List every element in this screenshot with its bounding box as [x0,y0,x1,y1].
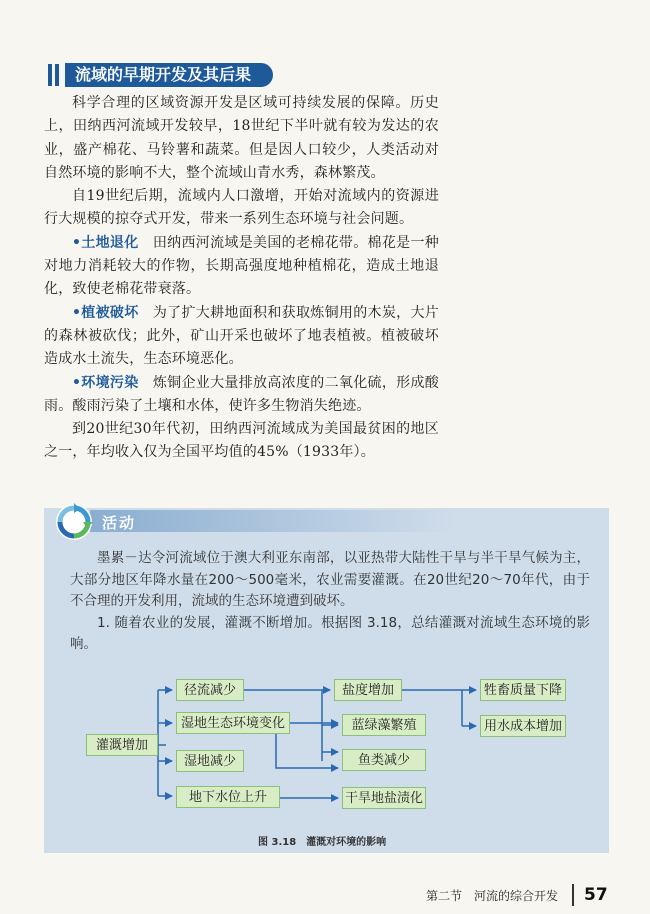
keyword-text: 为了扩大耕地面积和获取炼铜用的木炭，大片的森林被砍伐；此外，矿山开采也破坏了地表植被。植被破坏造成水土流失，生态环境恶化。 [44,304,440,368]
paragraph: 科学合理的区域资源开发是区域可持续发展的保障。历史上，田纳西河流域开发较早，18世纪下半叶就有较为发达的农业，盛产棉花、马铃薯和蔬菜。但是因人口较少，人类活动对自然环境的影响不大，整个流域山青水秀，森林繁茂。 [44,95,439,181]
bullet-icon: • [72,234,82,251]
page-footer [426,884,608,906]
diagram-node-runoff: 径流减少 [176,679,244,701]
section-header [48,63,273,87]
diagram-node-groundwater: 地下水位上升 [176,786,280,808]
activity-box [44,508,609,853]
paragraph: 自19世纪后期，流域内人口激增，开始对流域内的资源进行大规模的掠夺式开发，带来一系列生态环境与社会问题。 [44,188,439,228]
diagram-node-wetland-eco: 湿地生态环境变化 [176,712,290,734]
bullet-icon: • [72,374,82,391]
diagram-node-root: 灌溉增加 [86,734,158,756]
activity-intro: 墨累－达令河流域位于澳大利亚东南部，以亚热带大陆性干旱与半干旱气候为主，大部分地区年降水量在200～500毫米，农业需要灌溉。在20世纪20～70年代，由于不合理的开发利用，流域的生态环境遭到破坏。 [70,550,590,609]
diagram-node-wetland-loss: 湿地减少 [176,750,244,772]
header-bars-decoration [48,64,59,86]
page-number: 57 [584,885,608,905]
connector-root [158,690,166,796]
diagram-node-algae: 蓝绿藻繁殖 [342,714,426,736]
section-title: 流域的早期开发及其后果 [65,63,273,87]
diagram-node-fish: 鱼类减少 [342,749,426,771]
keyword-text: 炼铜企业大量排放高浓度的二氧化硫，形成酸雨。酸雨污染了土壤和水体，使许多生物消失绝迹。 [44,374,440,414]
keyword-text: 田纳西河流域是美国的老棉花带。棉花是一种对地力消耗较大的作物，长期高强度地种植棉花，造成土地退化，致使老棉花带衰落。 [44,234,440,298]
keyword-term: 环境污染 [81,374,139,391]
diagram-node-livestock: 牲畜质量下降 [480,679,566,701]
caption-number: 图 3.18 [258,837,297,848]
figure-caption [258,833,396,848]
arrow-wetland-fish [276,734,338,768]
activity-question: 1. 随着农业的发展，灌溉不断增加。根据图 3.18，总结灌溉对流域生态环境的影响。 [70,614,590,652]
keyword-paragraph [44,372,439,419]
diagram-node-saline-land: 干旱地盐渍化 [342,787,426,809]
footer-divider [572,884,574,906]
caption-text: 灌溉对环境的影响 [306,837,387,848]
activity-title: 活动 [102,514,137,532]
footer-section: 第二节 河流的综合开发 [426,888,559,903]
keyword-paragraph [44,232,439,302]
diagram-node-salinity: 盐度增加 [334,679,402,701]
bullet-icon: • [72,304,82,321]
keyword-term: 土地退化 [81,234,139,251]
keyword-paragraph [44,302,439,372]
body-text [44,92,439,465]
paragraph: 到20世纪30年代初，田纳西河流域成为美国最贫困的地区之一，年均收入仅为全国平均值的45%（1933年）。 [44,421,439,461]
diagram-node-water-cost: 用水成本增加 [480,715,566,737]
keyword-term: 植被破坏 [81,304,139,321]
